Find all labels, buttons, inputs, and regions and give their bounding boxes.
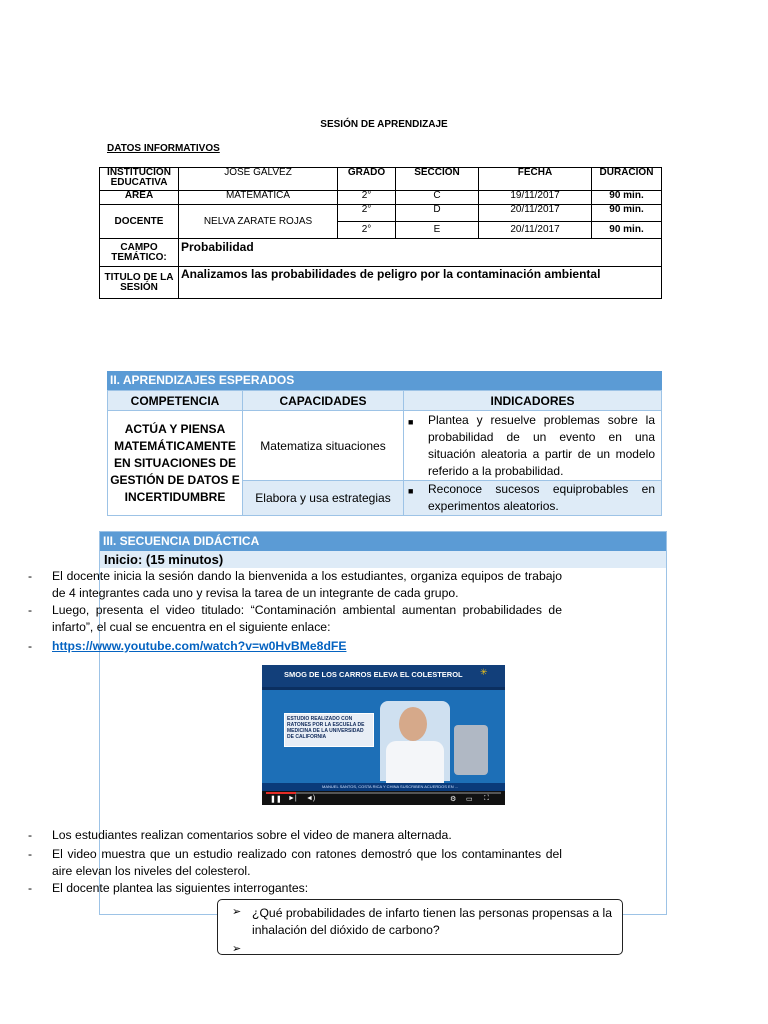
aprendizajes-heading: II. APRENDIZAJES ESPERADOS [107,371,662,390]
fecha-label: FECHA [479,168,592,191]
institucion-value: JOSE GALVEZ [179,168,338,191]
square-bullet-icon: ■ [408,416,414,427]
fullscreen-icon[interactable]: ⛶ [484,795,489,802]
seccion-value: C [396,191,479,205]
video-title: SMOG DE LOS CARROS ELEVA EL COLESTEROL [284,670,463,679]
titulo-value: Analizamos las probabilidades de peligro por la contaminación ambiental [179,267,662,299]
fecha-value: 19/11/2017 [479,191,592,205]
settings-icon[interactable]: ⚙ [450,796,457,803]
indicador-1-cell [404,411,662,481]
institucion-label: INSTITUCION EDUCATIVA [100,168,179,191]
video-thumbnail[interactable] [262,665,505,805]
grado-label: GRADO [338,168,396,191]
indicador-1: Plantea y resuelve problemas sobre la probabilidad de un evento en una situación aleatoria a partir de un modelo referido a la probabilidad. [428,412,655,478]
arrow-bullet-icon: ➢ [232,906,242,918]
question-item: ¿Qué probabilidades de infarto tienen las personas propensas a la inhalación del dióxido de carbono? [252,906,612,937]
arrow-bullet-icon: ➢ [232,943,242,955]
inicio-heading: Inicio: (15 minutos) [100,551,666,568]
volume-icon[interactable]: ◄) [306,795,316,802]
datos-table [99,167,662,299]
section-subtitle: DATOS INFORMATIVOS [107,143,220,154]
video-link[interactable]: https://www.youtube.com/watch?v=w0HvBMe8dFE [52,639,347,653]
screen-icon[interactable]: ▭ [466,796,473,803]
capacidad-1: Matematiza situaciones [243,411,404,481]
video-controls [262,791,505,805]
col-competencia: COMPETENCIA [108,391,243,411]
list-item: - El docente inicia la sesión dando la bienvenida a los estudiantes, organiza equipos de trabajo de 4 integrantes cada uno y revisa la tarea de un integrante de cada grupo. [28,569,562,600]
duracion-value: 90 min. [592,205,662,222]
page-title: SESIÓN DE APRENDIZAJE [320,119,448,130]
video-progress-bar[interactable] [266,792,501,794]
duracion-value: 90 min. [592,222,662,239]
list-item: - https://www.youtube.com/watch?v=w0HvBMe8dFE [28,638,562,655]
aprendizajes-table [107,390,662,516]
fecha-value: 20/11/2017 [479,222,592,239]
person-image [399,707,427,741]
seccion-value: D [396,205,479,222]
indicador-2: Reconoce sucesos equiprobables en experimentos aleatorios. [428,482,655,513]
seccion-label: SECCION [396,168,479,191]
grado-value: 2° [338,191,396,205]
col-capacidades: CAPACIDADES [243,391,404,411]
square-bullet-icon: ■ [408,486,414,496]
questions-box [217,899,623,955]
duracion-value: 90 min. [592,191,662,205]
list-item: - Los estudiantes realizan comentarios sobre el video de manera alternada. [28,828,452,842]
next-icon[interactable]: ►| [288,795,297,802]
list-item: - Luego, presenta el video titulado: “Contaminación ambiental aumentan probabilidades de infarto”, el cual se encuentra en el siguiente enlace: [28,603,562,634]
fecha-value: 20/11/2017 [479,205,592,222]
grado-value: 2° [338,205,396,222]
capacidad-2: Elabora y usa estrategias [243,481,404,516]
seccion-value: E [396,222,479,239]
video-ticker: MANUEL SANTOS, COSTA RICA Y CHINA SUSCRIBEN ACUERDOS EN ... [262,783,505,791]
list-item: - El video muestra que un estudio realizado con ratones demostró que los contaminantes del aire elevan los niveles del colesterol. [28,847,562,878]
channel-logo-icon: ✳ [480,667,488,677]
area-label: AREA [100,191,179,205]
campo-label: CAMPO TEMÁTICO: [100,239,179,267]
grado-value: 2° [338,222,396,239]
list-item: - El docente plantea las siguientes interrogantes: [28,881,309,895]
campo-value: Probabilidad [179,239,662,267]
docente-value: NELVA ZARATE ROJAS [179,205,338,239]
competencia-cell: ACTÚA Y PIENSA MATEMÁTICAMENTE EN SITUACIONES DE GESTIÓN DE DATOS E INCERTIDUMBRE [108,411,243,516]
secuencia-heading: III. SECUENCIA DIDÁCTICA [100,532,666,551]
duracion-label: DURACION [592,168,662,191]
titulo-label: TITULO DE LA SESIÓN [100,267,179,299]
aprendizajes-section [107,371,662,516]
docente-label: DOCENTE [100,205,179,239]
pause-icon[interactable]: ❚❚ [270,796,282,803]
area-value: MATEMATICA [179,191,338,205]
video-caption-box: ESTUDIO REALIZADO CON RATONES POR LA ESCUELA DE MEDICINA DE LA UNIVERSIDAD DE CALIFORNIA [284,713,374,747]
indicador-2-cell [404,481,662,516]
microscope-image [454,725,488,775]
col-indicadores: INDICADORES [404,391,662,411]
